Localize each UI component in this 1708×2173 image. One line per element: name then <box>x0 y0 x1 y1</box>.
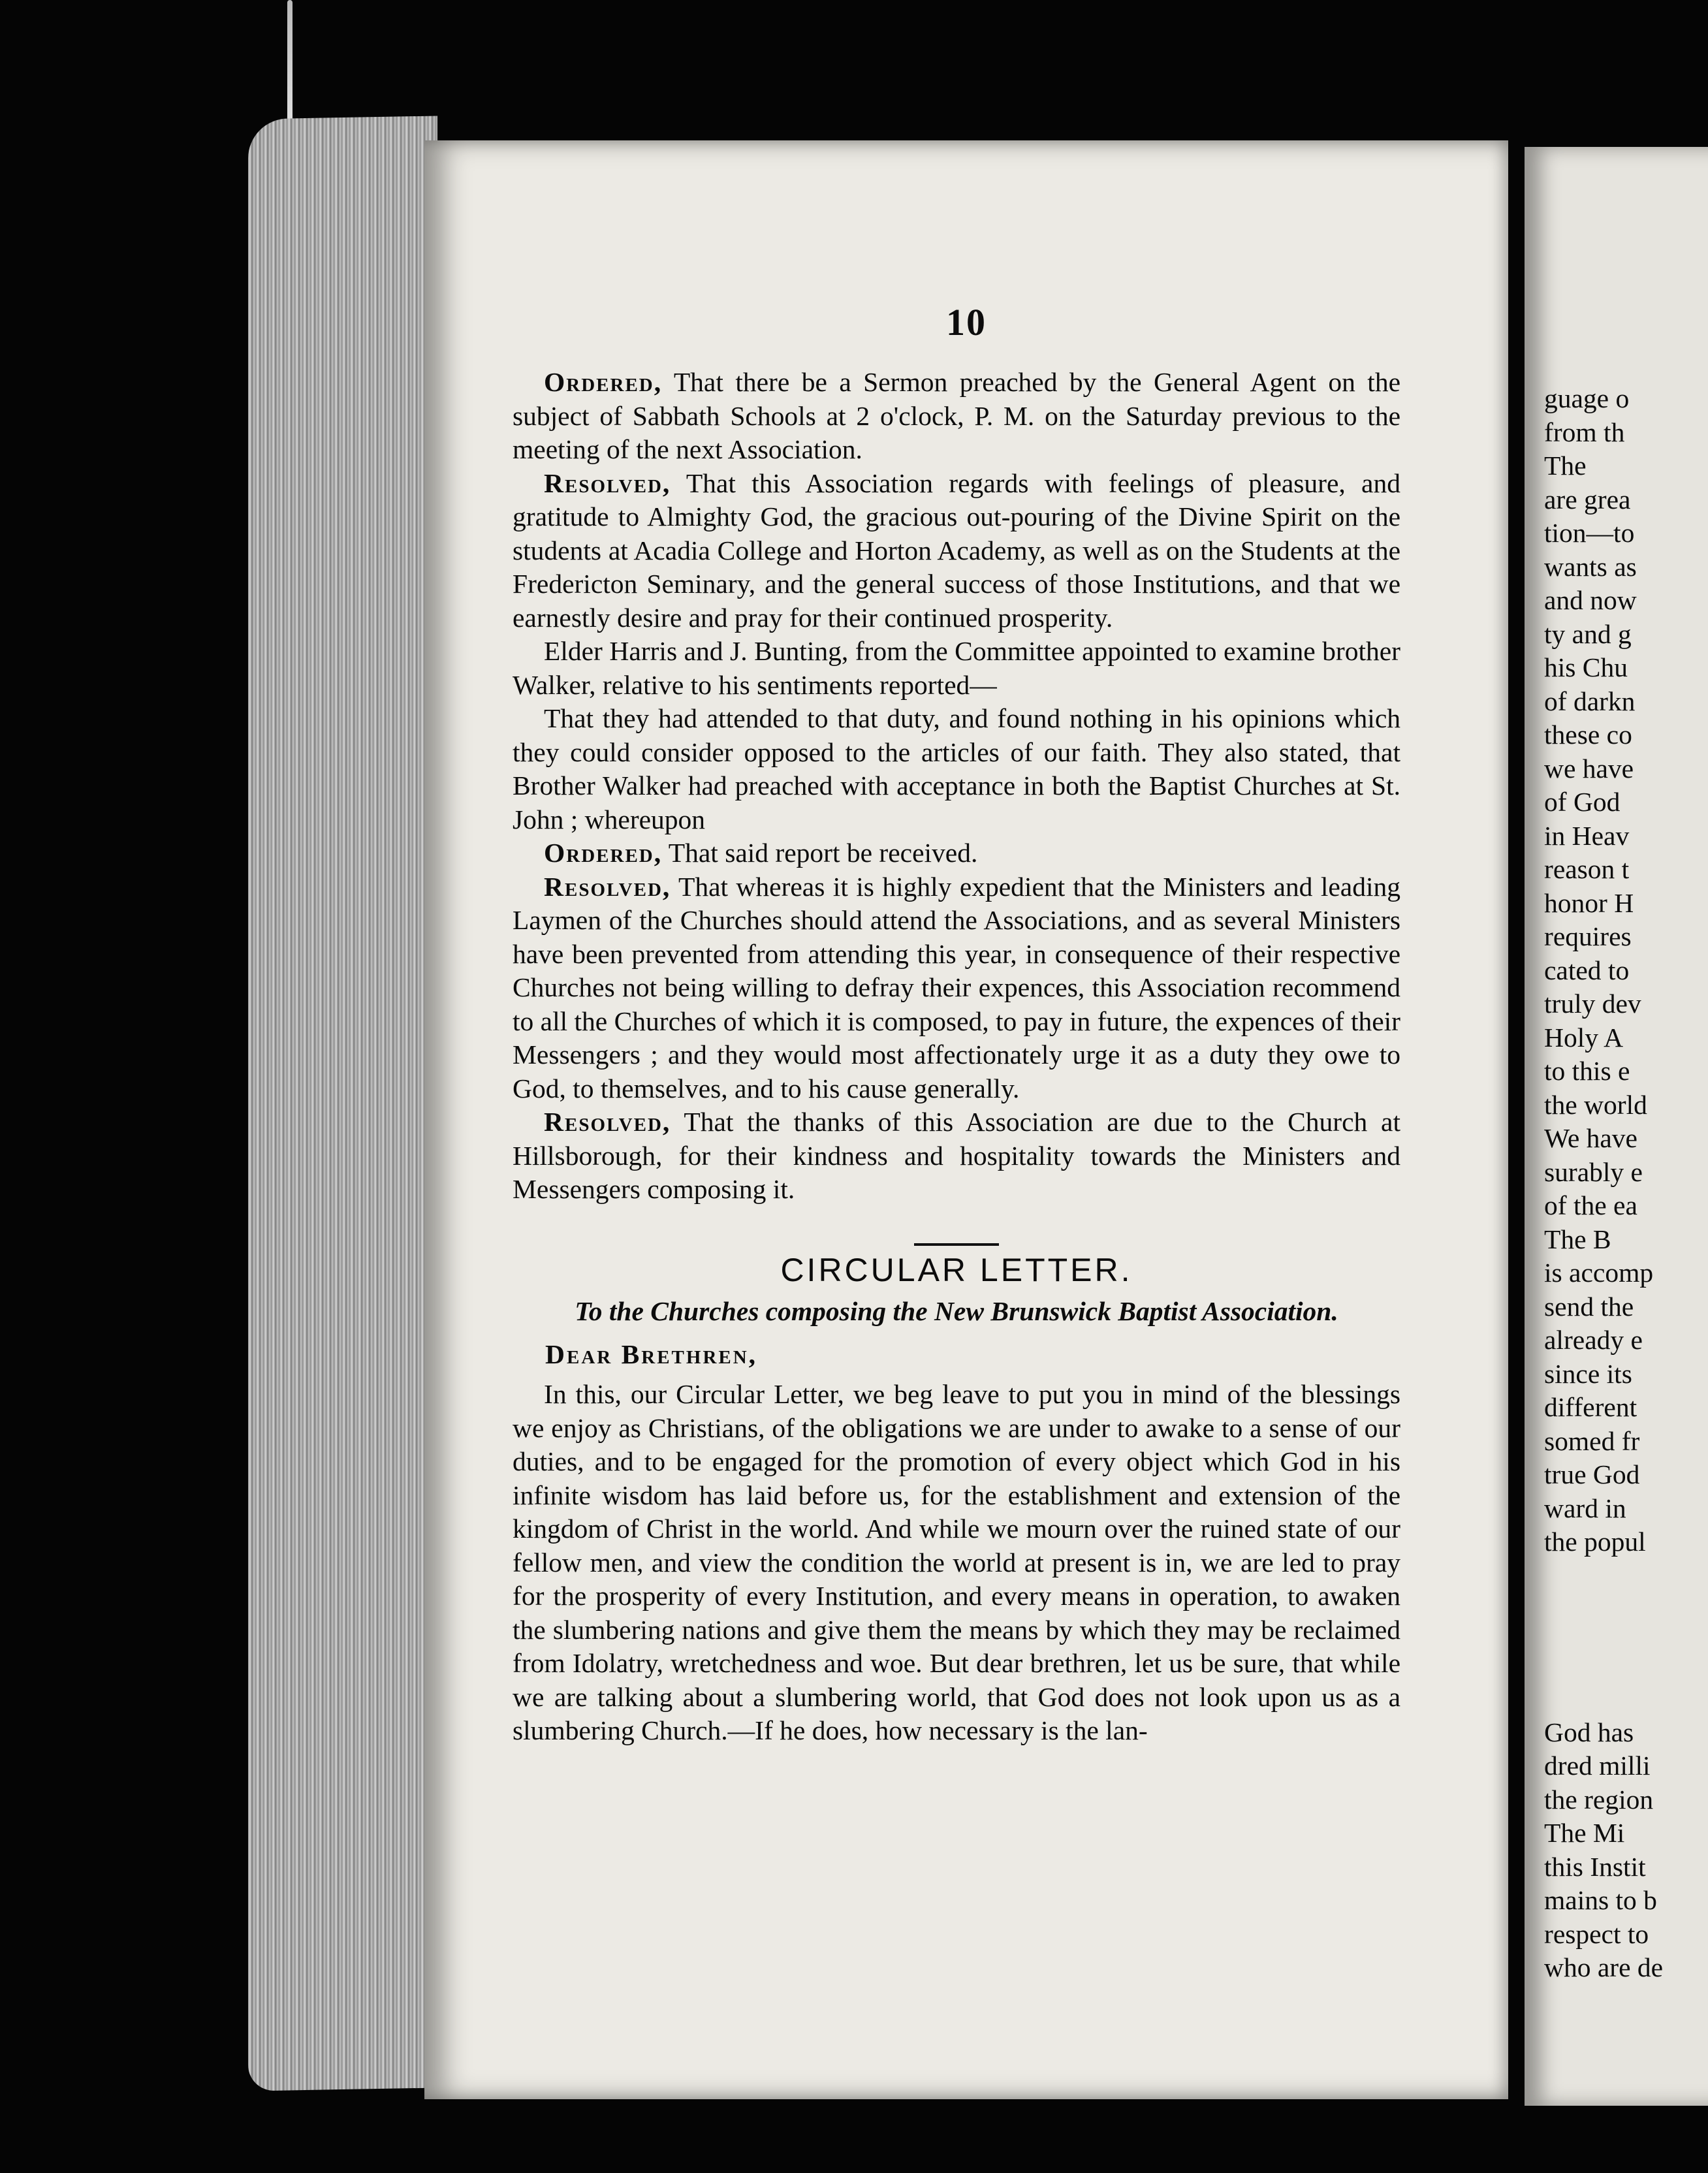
right-page-line: surably e <box>1544 1156 1643 1187</box>
right-page-line: in Heav <box>1544 820 1630 851</box>
right-page-line: God has <box>1544 1717 1634 1747</box>
right-page-line: and now <box>1544 585 1637 615</box>
right-page-line: are grea <box>1544 484 1631 515</box>
right-page-line: truly dev <box>1544 989 1641 1019</box>
right-page-line: to this e <box>1544 1056 1630 1086</box>
section-divider <box>914 1243 999 1246</box>
right-page-line: honor H <box>1544 887 1634 918</box>
right-page-line: The <box>1544 451 1587 481</box>
right-page-line: of darkn <box>1544 686 1636 716</box>
right-page-line: of the ea <box>1544 1190 1637 1220</box>
right-page-line: true God <box>1544 1459 1640 1489</box>
right-page-line: these co <box>1544 720 1632 750</box>
right-page-line: requires <box>1544 921 1632 951</box>
right-page-line: different <box>1544 1392 1637 1422</box>
paragraph: That they had attended to that duty, and found nothing in his opinions which they could consider opposed to the articles of our faith. They also stated, that Brother Walker had preached with acceptance in both the Baptist Churches at St. John ; whereupon <box>513 703 1400 834</box>
right-page-line: his Chu <box>1544 652 1628 682</box>
right-page-line: respect to <box>1544 1918 1649 1949</box>
page-content <box>513 366 1400 1748</box>
right-page-line: reason t <box>1544 854 1630 884</box>
right-page-line: already e <box>1544 1325 1643 1355</box>
page-number: 10 <box>946 301 987 343</box>
salutation: Dear Brethren, <box>545 1339 758 1369</box>
book-page-edges <box>248 116 437 2091</box>
right-page-line: the region <box>1544 1784 1654 1815</box>
circular-letter-subheading: To the Churches composing the New Brunswick Baptist Association. <box>575 1296 1338 1326</box>
right-page-line: cated to <box>1544 955 1630 985</box>
right-page-line: Holy A <box>1544 1022 1624 1053</box>
right-page-line: is accomp <box>1544 1258 1654 1288</box>
right-page-line: guage o <box>1544 383 1630 413</box>
right-page-line: the world <box>1544 1089 1647 1120</box>
right-page-line: The B <box>1544 1224 1611 1254</box>
paragraph: Elder Harris and J. Bunting, from the Committee appointed to examine brother Walker, relative to his sentiments reported— <box>513 636 1400 700</box>
right-page-line: we have <box>1544 753 1634 784</box>
right-page-line: this Instit <box>1544 1851 1646 1882</box>
right-page-line: since its <box>1544 1358 1632 1389</box>
paragraph: Ordered, That said report be received. <box>544 838 978 868</box>
right-page-line: mains to b <box>1544 1885 1657 1915</box>
right-page-line: dred milli <box>1544 1751 1651 1781</box>
right-page-line: ward in <box>1544 1493 1626 1523</box>
right-page-line: tion—to <box>1544 518 1635 548</box>
letter-paragraph: In this, our Circular Letter, we beg leave to put you in mind of the blessings we enjoy as Christians, of the obligations we are under to awake to a sense of our duties, and to be engaged for the promotion of every object which God in his infinite wisdom has laid before us, for the establishment and extension of the kingdom of Christ in the world. And while we mourn over the ruined state of our fellow men, and view the condition the world at present is in, we are led to pray for the prosperity of every Institution, and every means in operation, to awaken the slumbering nations and give them the means by which they may be reclaimed from Idolatry, wretchedness and woe. But dear brethren, let us be sure, that while we are talking about a slumbering world, that God does not look upon us as a slumbering Church.—If he does, how necessary is the lan- <box>513 1379 1400 1745</box>
paragraph: Resolved, That whereas it is highly expedient that the Ministers and leading Laymen of the Churches should attend the Associations, and as several Ministers have been prevented from attending this year, in consequence of their respective Churches not being willing to defray their expences, this Association recommend to all the Churches of which it is composed, to pay in future, the expences of their Messengers ; and they would most affectionately urge it as a duty they owe to God, to themselves, and to his cause generally. <box>513 871 1400 1103</box>
right-page-line: the popul <box>1544 1527 1646 1557</box>
right-page-line: We have <box>1544 1123 1637 1153</box>
right-page-line: send the <box>1544 1291 1634 1322</box>
left-page <box>424 140 1508 2099</box>
right-page-line: of God <box>1544 787 1621 817</box>
right-page-fragment <box>1525 147 1708 2106</box>
right-page-line: wants as <box>1544 551 1637 582</box>
right-page-gap <box>1544 1559 1663 1716</box>
paragraph: Resolved, That the thanks of this Association are due to the Church at Hillsborough, for their kindness and hospitality towards the Ministers and Messengers composing it. <box>513 1107 1400 1204</box>
right-page-line: The Mi <box>1544 1818 1625 1848</box>
paragraph: Resolved, That this Association regards with feelings of pleasure, and gratitude to Almighty God, the gracious out-pouring of the Divine Spirit on the students at Acadia College and Horton Academy, as well as on the Students at the Fredericton Seminary, and the general success of those Institutions, and that we earnestly desire and pray for their continued prosperity. <box>513 468 1400 633</box>
right-page-text <box>1544 382 1663 1985</box>
right-page-line: who are de <box>1544 1952 1664 1982</box>
right-page-line: somed fr <box>1544 1425 1640 1456</box>
right-page-line: from th <box>1544 417 1625 447</box>
circular-letter-heading: CIRCULAR LETTER. <box>780 1251 1133 1288</box>
paragraph: Ordered, That there be a Sermon preached by the General Agent on the subject of Sabbath Schools at 2 o'clock, P. M. on the Saturday previous to the meeting of the next Association. <box>513 367 1400 464</box>
right-page-line: ty and g <box>1544 618 1632 649</box>
